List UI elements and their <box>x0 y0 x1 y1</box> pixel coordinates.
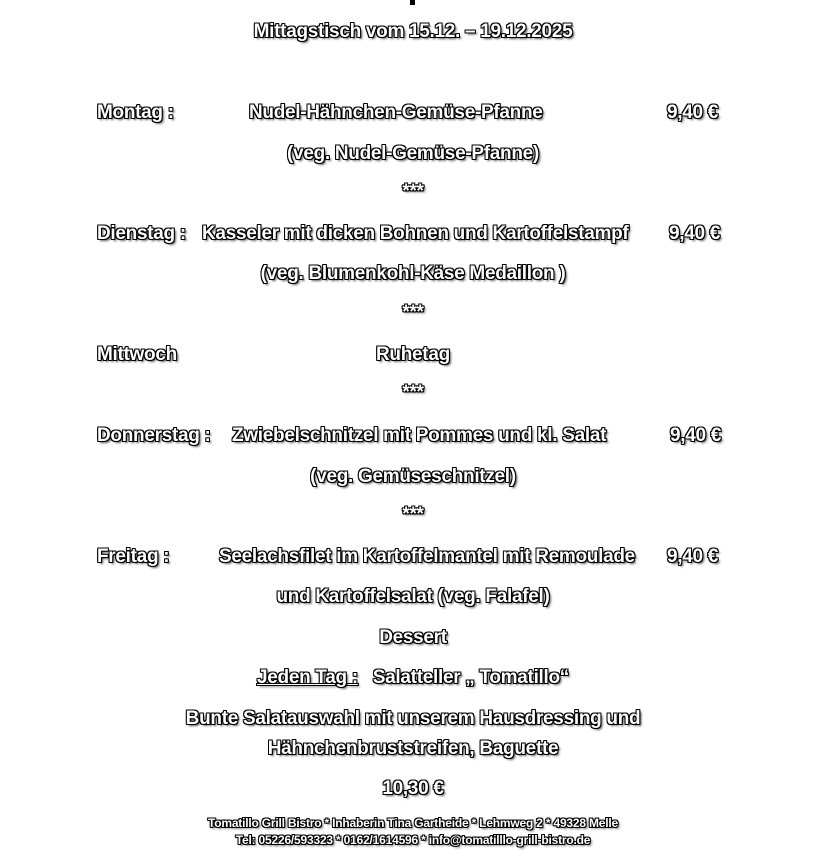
monday-dish: Nudel-Hähnchen-Gemüse-Pfanne <box>249 102 543 123</box>
monday-veg: (veg. Nudel-Gemüse-Pfanne) <box>287 143 539 164</box>
tuesday-dish: Kasseler mit dicken Bohnen und Kartoffelstampf <box>202 223 629 244</box>
friday-dessert: Dessert <box>379 627 447 648</box>
friday-price: 9,40 € <box>667 546 719 567</box>
footer-contact: Tel: 05226/593323 * 0162/1614596 * info@tomatilllo-grill-bistro.de <box>235 833 591 847</box>
separator: *** <box>402 302 424 323</box>
daily-desc-line1: Bunte Salatauswahl mit unserem Hausdressing und <box>185 708 641 729</box>
thursday-price: 9,40 € <box>670 425 722 446</box>
friday-dish-line2: und Kartoffelsalat (veg. Falafel) <box>276 586 550 607</box>
separator: *** <box>402 504 424 525</box>
wednesday-dish: Ruhetag <box>376 344 450 365</box>
daily-price: 10,30 € <box>382 778 444 799</box>
thursday-label: Donnerstag : <box>97 425 211 446</box>
wednesday-label: Mittwoch <box>97 344 177 365</box>
friday-dish: Seelachsfilet im Kartoffelmantel mit Remoulade <box>219 546 635 567</box>
thursday-dish: Zwiebelschnitzel mit Pommes und kl. Salat <box>232 425 607 446</box>
separator: *** <box>402 181 424 202</box>
thursday-veg: (veg. Gemüseschnitzel) <box>310 466 516 487</box>
tuesday-veg: (veg. Blumenkohl-Käse Medaillon ) <box>260 263 566 284</box>
top-mark <box>410 0 415 5</box>
footer-address: Tomatillo Grill Bistro * Inhaberin Tina Gartheide * Lehmweg 2 * 49328 Melle <box>207 816 618 830</box>
tuesday-price: 9,40 € <box>669 223 721 244</box>
separator: *** <box>402 382 424 403</box>
daily-name: Salatteller „ Tomatillo“ <box>372 667 570 688</box>
daily-special-line <box>0 668 826 687</box>
daily-desc-line2: Hähnchenbruststreifen, Baguette <box>267 738 559 759</box>
menu-subtitle: Mittagstisch vom 15.12. – 19.12.2025 <box>253 21 573 42</box>
tuesday-label: Dienstag : <box>97 223 186 244</box>
daily-label: Jeden Tag : <box>256 667 358 688</box>
friday-label: Freitag : <box>97 546 170 567</box>
monday-price: 9,40 € <box>667 102 719 123</box>
monday-label: Montag : <box>97 102 174 123</box>
